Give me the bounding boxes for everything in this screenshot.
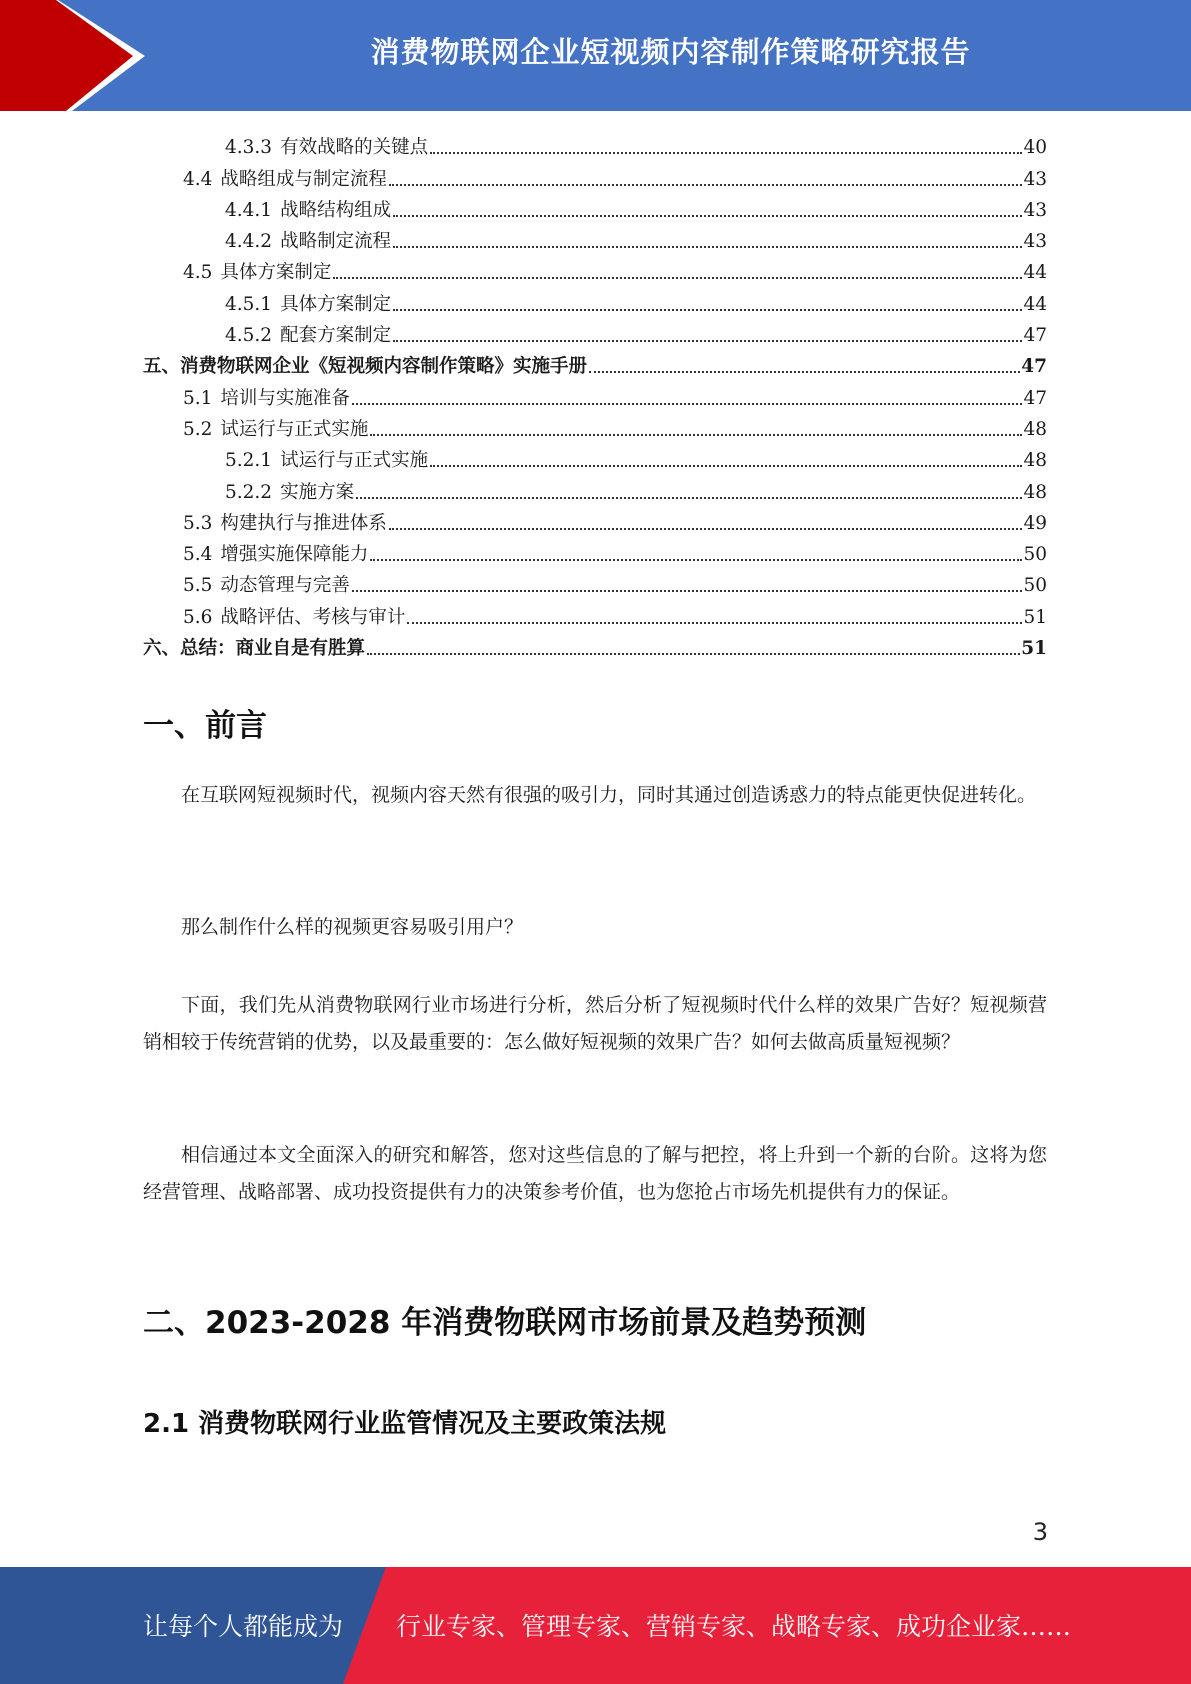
toc-entry-number: 5.2 (183, 418, 213, 440)
toc-entry-title: 有效战略的关键点 (280, 137, 429, 159)
toc-entry-number: 4.4.2 (225, 231, 273, 253)
toc-dot-leader (389, 528, 1023, 530)
toc-entry[interactable] (143, 128, 1047, 159)
toc-entry-number: 5.2.1 (225, 450, 273, 472)
toc-entry-number: 5.4 (183, 544, 213, 566)
toc-entry-title: 配套方案制定 (280, 325, 392, 347)
toc-dot-leader (407, 622, 1022, 624)
section-heading-market-outlook: 二、2023-2028 年消费物联网市场前景及趋势预测 (143, 1305, 867, 1341)
toc-entry[interactable] (143, 472, 1047, 503)
toc-dot-leader (352, 590, 1023, 592)
toc-entry[interactable] (143, 222, 1047, 253)
toc-entry-page: 48 (1023, 418, 1047, 440)
page-number: 3 (1032, 1518, 1048, 1546)
toc-entry[interactable] (143, 253, 1047, 284)
toc-dot-leader (589, 371, 1020, 373)
toc-entry-number: 4.5 (183, 262, 213, 284)
toc-entry[interactable] (143, 378, 1047, 409)
toc-entry[interactable] (143, 566, 1047, 597)
header-arrow-decoration (0, 0, 160, 111)
toc-entry-page: 48 (1023, 450, 1047, 472)
toc-entry[interactable] (143, 441, 1047, 472)
toc-entry-page: 43 (1023, 199, 1047, 221)
toc-entry-title: 具体方案制定 (220, 262, 332, 284)
toc-dot-leader (333, 277, 1022, 279)
toc-entry-page: 40 (1023, 137, 1047, 159)
toc-entry[interactable] (143, 284, 1047, 315)
toc-dot-leader (393, 246, 1022, 248)
toc-entry[interactable] (143, 629, 1047, 660)
toc-entry-number: 4.3.3 (225, 137, 273, 159)
toc-entry-title: 六、总结：商业自是有胜算 (143, 638, 366, 660)
toc-dot-leader (430, 465, 1022, 467)
toc-entry-number: 5.6 (183, 606, 213, 628)
toc-dot-leader (389, 184, 1023, 186)
paragraph-2: 那么制作什么样的视频更容易吸引用户？ (181, 916, 524, 938)
toc-dot-leader (352, 403, 1023, 405)
toc-entry-title: 五、消费物联网企业《短视频内容制作策略》实施手册 (143, 356, 588, 378)
toc-entry-title: 构建执行与推进体系 (220, 512, 387, 534)
toc-entry-page: 50 (1023, 544, 1047, 566)
toc-entry-number: 5.5 (183, 575, 213, 597)
toc-entry-page: 47 (1021, 356, 1047, 378)
toc-entry[interactable] (143, 504, 1047, 535)
toc-entry[interactable] (143, 191, 1047, 222)
toc-dot-leader (367, 653, 1020, 655)
toc-entry[interactable] (143, 410, 1047, 441)
toc-dot-leader (430, 152, 1022, 154)
toc-entry-page: 43 (1023, 168, 1047, 190)
toc-entry-number: 4.4 (183, 168, 213, 190)
toc-entry-title: 战略组成与制定流程 (220, 168, 387, 190)
toc-dot-leader (370, 559, 1022, 561)
page-header (0, 0, 1191, 111)
toc-entry-page: 47 (1023, 387, 1047, 409)
toc-entry-title: 战略结构组成 (280, 199, 392, 221)
toc-entry-title: 具体方案制定 (280, 293, 392, 315)
toc-entry-number: 5.1 (183, 387, 213, 409)
document-title: 消费物联网企业短视频内容制作策略研究报告 (370, 34, 971, 69)
toc-entry-number: 4.4.1 (225, 199, 273, 221)
toc-entry[interactable] (143, 159, 1047, 190)
toc-entry-number: 5.3 (183, 512, 213, 534)
toc-entry-title: 实施方案 (280, 481, 355, 503)
footer-slogan-left: 让每个人都能成为 (143, 1612, 344, 1641)
toc-dot-leader (370, 434, 1022, 436)
toc-entry-page: 43 (1023, 231, 1047, 253)
footer-slogan-right: 行业专家、管理专家、营销专家、战略专家、成功企业家…… (396, 1612, 1072, 1641)
toc-entry-page: 47 (1023, 325, 1047, 347)
toc-entry-page: 50 (1023, 575, 1047, 597)
toc-dot-leader (393, 215, 1022, 217)
toc-entry-title: 试运行与正式实施 (220, 418, 369, 440)
section-heading-preface: 一、前言 (143, 708, 267, 744)
toc-entry-number: 4.5.2 (225, 325, 273, 347)
toc-entry-page: 44 (1023, 262, 1047, 284)
toc-entry-page: 48 (1023, 481, 1047, 503)
toc-entry-number: 5.2.2 (225, 481, 273, 503)
toc-dot-leader (356, 497, 1022, 499)
toc-entry[interactable] (143, 597, 1047, 628)
toc-entry-page: 51 (1021, 638, 1047, 660)
paragraph-4: 相信通过本文全面深入的研究和解答，您对这些信息的了解与把控，将上升到一个新的台阶。这将为您经营管理、战略部署、成功投资提供有力的决策参考价值，也为您抢占市场先机提供有力的保证。 (143, 1144, 1047, 1203)
toc-entry-page: 49 (1023, 512, 1047, 534)
paragraph-3: 下面，我们先从消费物联网行业市场进行分析，然后分析了短视频时代什么样的效果广告好？短视频营销相较于传统营销的优势，以及最重要的：怎么做好短视频的效果广告？如何去做高质量短视频？ (143, 994, 1047, 1053)
toc-entry-title: 战略评估、考核与审计 (220, 606, 406, 628)
toc-entry-title: 试运行与正式实施 (280, 450, 429, 472)
paragraph-1: 在互联网短视频时代，视频内容天然有很强的吸引力，同时其通过创造诱惑力的特点能更快促进转化。 (181, 784, 1037, 806)
toc-entry[interactable] (143, 347, 1047, 378)
subsection-heading-regulation: 2.1 消费物联网行业监管情况及主要政策法规 (143, 1409, 667, 1439)
toc-entry-title: 动态管理与完善 (220, 575, 350, 597)
toc-entry[interactable] (143, 316, 1047, 347)
toc-dot-leader (393, 309, 1022, 311)
toc-entry-title: 增强实施保障能力 (220, 544, 369, 566)
toc-entry-title: 战略制定流程 (280, 231, 392, 253)
toc-entry-number: 4.5.1 (225, 293, 273, 315)
table-of-contents (143, 128, 1047, 660)
toc-entry-title: 培训与实施准备 (220, 387, 350, 409)
toc-entry[interactable] (143, 535, 1047, 566)
toc-entry-page: 51 (1023, 606, 1047, 628)
toc-entry-page: 44 (1023, 293, 1047, 315)
toc-dot-leader (393, 340, 1022, 342)
